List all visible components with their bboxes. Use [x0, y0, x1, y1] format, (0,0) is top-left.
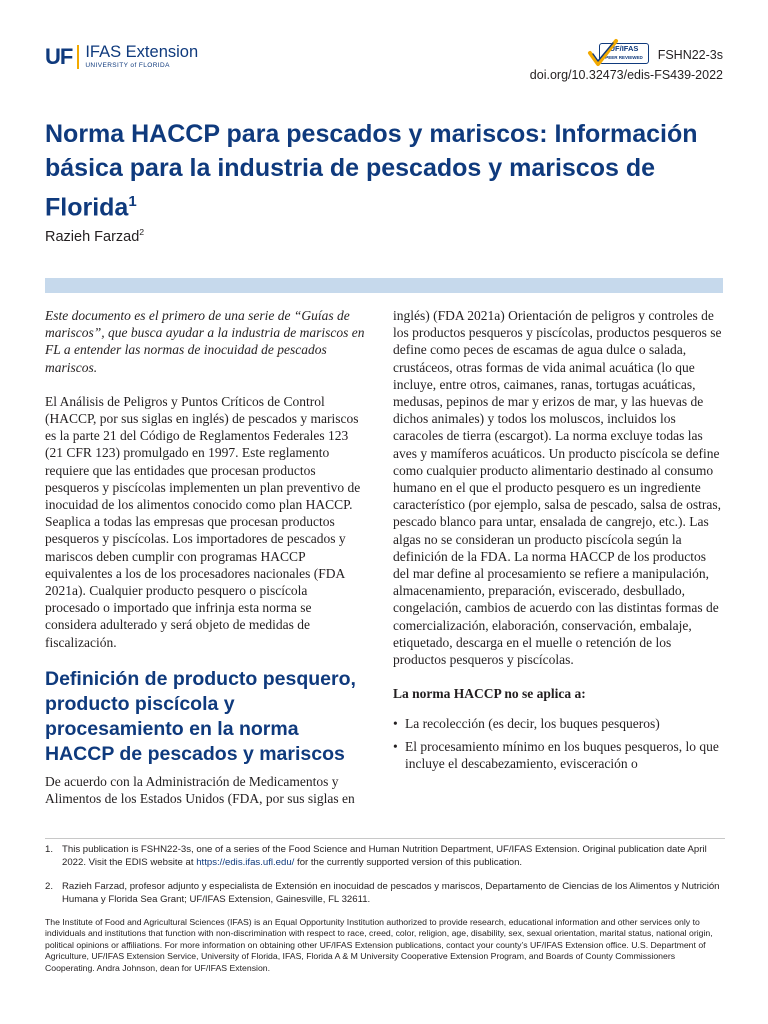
- footnote-number: 2.: [45, 880, 54, 892]
- list-item: • El procesamiento mínimo en los buques pesqueros, lo que incluye el descabezamiento, evisceración o: [393, 738, 723, 772]
- footnote-2: [45, 880, 725, 907]
- doi-link[interactable]: doi.org/10.32473/edis-FS439-2022: [529, 68, 723, 82]
- badge-top-text: UF/IFAS: [609, 44, 639, 53]
- footnote-text: [62, 843, 725, 870]
- footnotes: [45, 838, 725, 974]
- footnote-1: [45, 843, 725, 870]
- footnote-1-text-before: This publication is FSHN22-3s, one of a series of the Food Science and Human Nutrition Department, UF/IFAS Extension. Original publication date April 2022. Visit the EDIS website at: [62, 844, 707, 869]
- document-id: [530, 45, 723, 85]
- logo-university: UNIVERSITY of FLORIDA: [85, 62, 170, 69]
- legal-disclaimer: The Institute of Food and Agricultural Sciences (IFAS) is an Equal Opportunity Institution authorized to provide research, educational information and other services only to individuals and institutions that function with non-discrimination with respect to race, creed, color, religion, age, disability, sex, sexual orientation, marital status, national origin, political opinions or affiliations. For more information on obtaining other UF/IFAS Extension publications, contact your county’s UF/IFAS Extension office. U.S. Department of Agriculture, UF/IFAS Extension Service, University of Florida, IFAS, Florida A & M University Cooperative Extension Program, and Boards of County Commissioners Cooperating. Andra Johnson, dean for UF/IFAS Extension.: [45, 916, 713, 973]
- badge-bottom-text: PEER REVIEWED: [605, 55, 643, 60]
- title-text: Norma HACCP para pescados y mariscos: Información básica para la industria de pescados y mariscos de Florida: [45, 120, 698, 222]
- body-paragraph-3: inglés) (FDA 2021a) Orientación de peligros y controles de los productos pesqueros y piscícolas, productos pesqueros se define como peces de escamas de agua dulce o salada, crustáceos, otras formas de vida animal acuática (lo que incluye, entre otros, caimanes, ranas, tortugas acuáticas, medusas, pepinos de mar y erizos de mar, y las huevas de dichos animales) y todos los moluscos, incluidos los caracoles de tierra (escargot). La norma excluye todas las aves y mamíferos acuáticos. Un producto piscícola se define como cualquier producto alimentario destinado al consumo humano en el que el producto pesquero es un ingrediente característico (por ejemplo, salsa de pescado, salsa de ostras, pescado blanco para untar, ensalada de cangrejo, etc.). Las algas no se consideran un producto piscícola según la definición de la FDA. La norma HACCP de los productos del mar define al procesamiento se refiere a manipulación, almacenamiento, preparación, eviscerado, desbullado, congelación, cambios de acuerdo con las distintas formas de comercialización, elaboración, conservación, embalaje, etiquetado, descarga en el muelle o retención de los productos pesqueros y piscícolas.: [393, 308, 722, 668]
- body-paragraph-2: De acuerdo con la Administración de Medicamentos y Alimentos de los Estados Unidos (FDA, por sus siglas en: [45, 773, 355, 807]
- header-band: [45, 278, 723, 293]
- right-column: [393, 307, 723, 777]
- exclusion-list: [393, 715, 723, 772]
- footnote-1-text-after: for the currently supported version of this publication.: [294, 857, 523, 869]
- bold-lead-in: La norma HACCP no se aplica a:: [393, 686, 586, 702]
- list-item: • La recolección (es decir, los buques pesqueros): [393, 715, 723, 732]
- ifas-extension-logo[interactable]: [45, 44, 198, 70]
- page-header: [0, 0, 768, 100]
- footnote-text: Razieh Farzad, profesor adjunto y especialista de Extensión en inocuidad de pescados y mariscos, Departamento de Ciencias de los Alimentos y Nutrición Humana y Florida Sea Grant; UF/IFAS Extension, Gainesville, FL 32611.: [62, 880, 720, 906]
- uf-logo-mark: UF: [45, 44, 73, 69]
- title-footnote-ref[interactable]: 1: [128, 193, 137, 210]
- doc-number: FSHN22-3s: [657, 48, 723, 62]
- logo-ifas-extension: IFAS Extension: [85, 43, 199, 61]
- logo-text: [85, 44, 198, 70]
- footnote-number: 1.: [45, 844, 54, 855]
- author-name: Razieh Farzad: [45, 228, 140, 245]
- page-title: [45, 117, 725, 224]
- edis-link[interactable]: https://edis.ifas.ufl.edu/: [196, 857, 295, 869]
- author-footnote-ref[interactable]: 2: [139, 227, 145, 237]
- section-heading: Definición de producto pesquero, producto piscícola y procesamiento en la norma HACCP de pescados y mariscos: [45, 667, 356, 765]
- body-paragraph-1: El Análisis de Peligros y Puntos Críticos de Control (HACCP, por sus siglas en inglés) de pescados y mariscos es la parte 21 del Código de Reglamentos Federales 123 (21 CFR 123) promulgado en 1997. Este reglamento requiere que las entidades que procesan productos pesqueros y piscícolas implementen un plan preventivo de inocuidad de los alimentos conocido como plan HACCP. Seaplica a todas las empresas que procesan productos pesqueros y piscícolas. Los importadores de pescados y mariscos deben cumplir con programas HACCP equivalentes a los de los procesadores nacionales (FDA 2021a). Cualquier producto pesquero o piscícola procesado o importado que infrinja esta norma se considera adulterado y será objeto de medidas de fiscalización.: [45, 393, 361, 650]
- intro-paragraph: Este documento es el primero de una serie de “Guías de mariscos”, que busca ayudar a la industria de mariscos en FL a entender las normas de inocuidad de pescados mariscos.: [45, 308, 365, 375]
- left-column: [45, 307, 365, 807]
- author-byline: [45, 227, 144, 245]
- logo-divider: [77, 45, 79, 69]
